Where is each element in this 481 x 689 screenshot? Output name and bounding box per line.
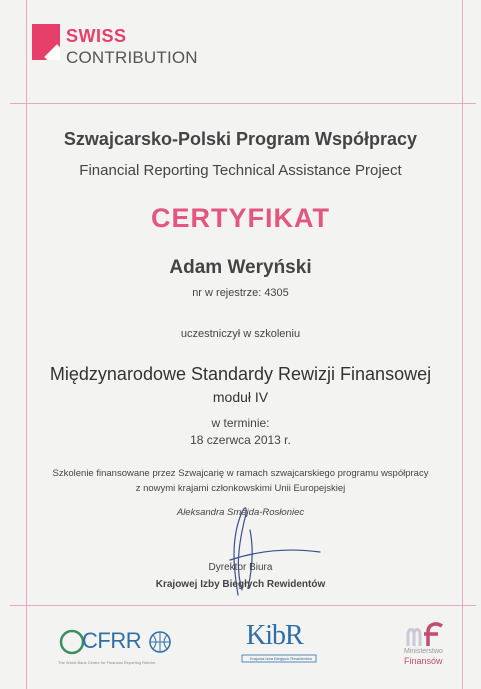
funding-note-line-1: Szkolenie finansowane przez Szwajcarię w ramach szwajcarskiego programu współpracy: [52, 468, 429, 479]
ministry-name-line-1: Ministerstwo: [404, 648, 443, 655]
participated-line: uczestniczył w szkoleniu: [180, 328, 301, 340]
cfrr-logo-caption: The World Bank Centre for Financial Reporting Reform: [58, 660, 156, 665]
program-title: Szwajcarsko-Polski Program Współpracy: [63, 129, 418, 149]
project-title: Financial Reporting Technical Assistance Project: [79, 162, 402, 179]
logo-brand-bottom: CONTRIBUTION: [66, 48, 198, 67]
ministry-name-line-2: Finansów: [404, 656, 443, 666]
swiss-contribution-logo-mark: [32, 24, 60, 60]
funding-note-line-2: z nowymi krajami członkowskimi Unii Europejskiej: [135, 483, 346, 494]
kibr-logo-text: KibR: [246, 620, 303, 651]
signatory-name: Aleksandra Smejda-Rosłoniec: [176, 507, 305, 518]
logo-brand-top: SWISS: [66, 26, 127, 46]
director-title: Dyrektor Biura: [208, 562, 273, 573]
frame-line-bottom: [10, 605, 476, 606]
course-date: 18 czerwca 2013 r.: [190, 433, 291, 447]
frame-line-top: [10, 103, 476, 104]
cfrr-logo-text: CFRR: [82, 628, 142, 653]
term-label: w terminie:: [211, 416, 270, 430]
kibr-logo-caption: Krajowa Izba Biegłych Rewidentów: [249, 656, 313, 661]
participant-name: Adam Weryński: [169, 257, 312, 278]
module-line: moduł IV: [212, 389, 269, 405]
certificate-title: CERTYFIKAT: [151, 203, 330, 233]
director-organization: Krajowej Izby Biegłych Rewidentów: [155, 579, 326, 590]
ministry-of-finance-logo-icon: [404, 620, 448, 648]
registry-number: nr w rejestrze: 4305: [192, 287, 289, 299]
course-name: Międzynarodowe Standardy Rewizji Finansowej: [49, 364, 432, 384]
